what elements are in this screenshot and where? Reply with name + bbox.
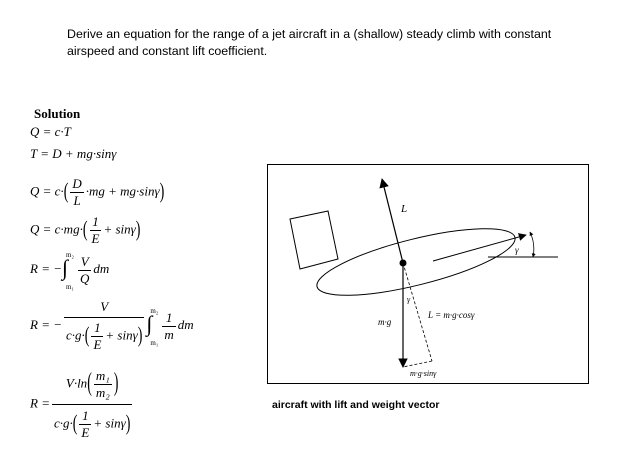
eq5-integral-sign: m₂ ∫ m₁ (62, 251, 74, 291)
eq5-upper-limit: m₂ (66, 251, 74, 259)
eq7-num-a: V·ln (65, 375, 88, 391)
eq6-iden: m (164, 326, 174, 342)
gamma-inner-label: γ (407, 295, 411, 304)
eq3-fraction (70, 176, 83, 209)
eq7-lhs: R = (30, 395, 50, 411)
solution-heading: Solution (34, 106, 81, 121)
eq6-upper-limit: m₂ (150, 307, 159, 315)
problem-line-1: Derive an equation for the range of a jet aircraft in a (shallow) steady climb with constant (67, 27, 552, 41)
eq5-fraction (78, 254, 91, 287)
eq6-lower-limit: m₁ (150, 339, 159, 347)
eq7-den: c·g·( $\frac{1}{E}$ + sinγ) (52, 404, 132, 441)
equation-7 (30, 368, 134, 441)
diagram-caption: aircraft with lift and weight vector (272, 399, 440, 411)
weight-parallel-component (403, 361, 432, 367)
problem-statement (67, 26, 587, 60)
eq6-den-num: 1 (94, 320, 101, 335)
eq7-den-rest: + sinγ (93, 415, 126, 431)
eq4-num: 1 (92, 214, 99, 229)
eq5-den: Q (80, 270, 90, 286)
eq7-num: V·ln( $\frac{\text{m₁}}{\text{m₂}}$ ) (65, 368, 119, 400)
eq6-fraction (64, 299, 144, 353)
eq6-den-rest: + sinγ (105, 327, 138, 343)
eq7-den-fraction (79, 408, 91, 441)
eq3-den: L (70, 192, 83, 209)
eq3-lhs: Q = c· (30, 183, 64, 199)
eq6-den-a: c·g· (66, 327, 85, 343)
equation-4: Q = c·mg·( $\frac{1}{E}$ + sinγ) (30, 214, 141, 246)
equation-1: Q = c·T (30, 124, 71, 139)
gamma-angle-label: γ (515, 245, 519, 255)
eq4-fraction (90, 214, 102, 247)
eq6-den-den: E (93, 337, 102, 352)
eq7-den-den: E (81, 425, 90, 440)
eq7-fraction (52, 368, 132, 441)
fuselage (311, 215, 520, 309)
eq6-den: c·g·( $\frac{1}{E}$ + sinγ) (64, 317, 144, 353)
eq7-num-fraction (94, 368, 112, 401)
lift-weight-relation: L = m·g·cosγ (428, 310, 475, 320)
force-diagram (267, 164, 589, 384)
eq6-den-fraction (91, 320, 103, 353)
eq7-den-num: 1 (82, 408, 89, 423)
eq4-rest: + sinγ (103, 221, 136, 237)
equation-2: T = D + mg·sinγ (30, 146, 117, 161)
eq3-num: D (72, 176, 82, 191)
eq5-num: V (80, 253, 89, 269)
center-of-gravity (400, 260, 407, 267)
eq5-lhs: R = − (30, 260, 62, 276)
weight-sin-label: m·g·sinγ (410, 369, 437, 378)
eq7-num-fden: m₂ (95, 385, 110, 400)
gamma-arc (530, 232, 534, 257)
problem-line-2: airspeed and constant lift coefficient. (67, 44, 268, 58)
eq6-integrand-fraction (162, 310, 175, 343)
eq3-rest: ·mg + mg·sinγ (85, 183, 160, 199)
eq7-den-a: c·g· (53, 415, 73, 431)
eq4-lhs: Q = c·mg· (30, 221, 83, 237)
force-diagram-svg (268, 165, 588, 383)
eq6-lhs: R = − (30, 316, 62, 332)
eq6-tail: dm (177, 316, 194, 332)
eq7-num-fnum: m₁ (95, 368, 110, 383)
equation-5 (30, 251, 110, 291)
eq6-num: V (100, 299, 109, 314)
weight-label: m·g (378, 317, 392, 327)
equation-6 (30, 299, 194, 353)
lift-vector (382, 179, 403, 263)
eq5-lower-limit: m₁ (66, 283, 74, 291)
eq4-den: E (91, 231, 100, 246)
eq5-tail: dm (93, 260, 110, 276)
tail-fin (290, 211, 338, 269)
eq6-integral-sign: m₂ ∫ m₁ (146, 307, 159, 347)
equation-3: Q = c·( $\frac{D}{L}$ ·mg + mg·sinγ) (30, 176, 165, 208)
lift-label: L (401, 203, 408, 215)
eq6-inum: 1 (165, 309, 173, 325)
